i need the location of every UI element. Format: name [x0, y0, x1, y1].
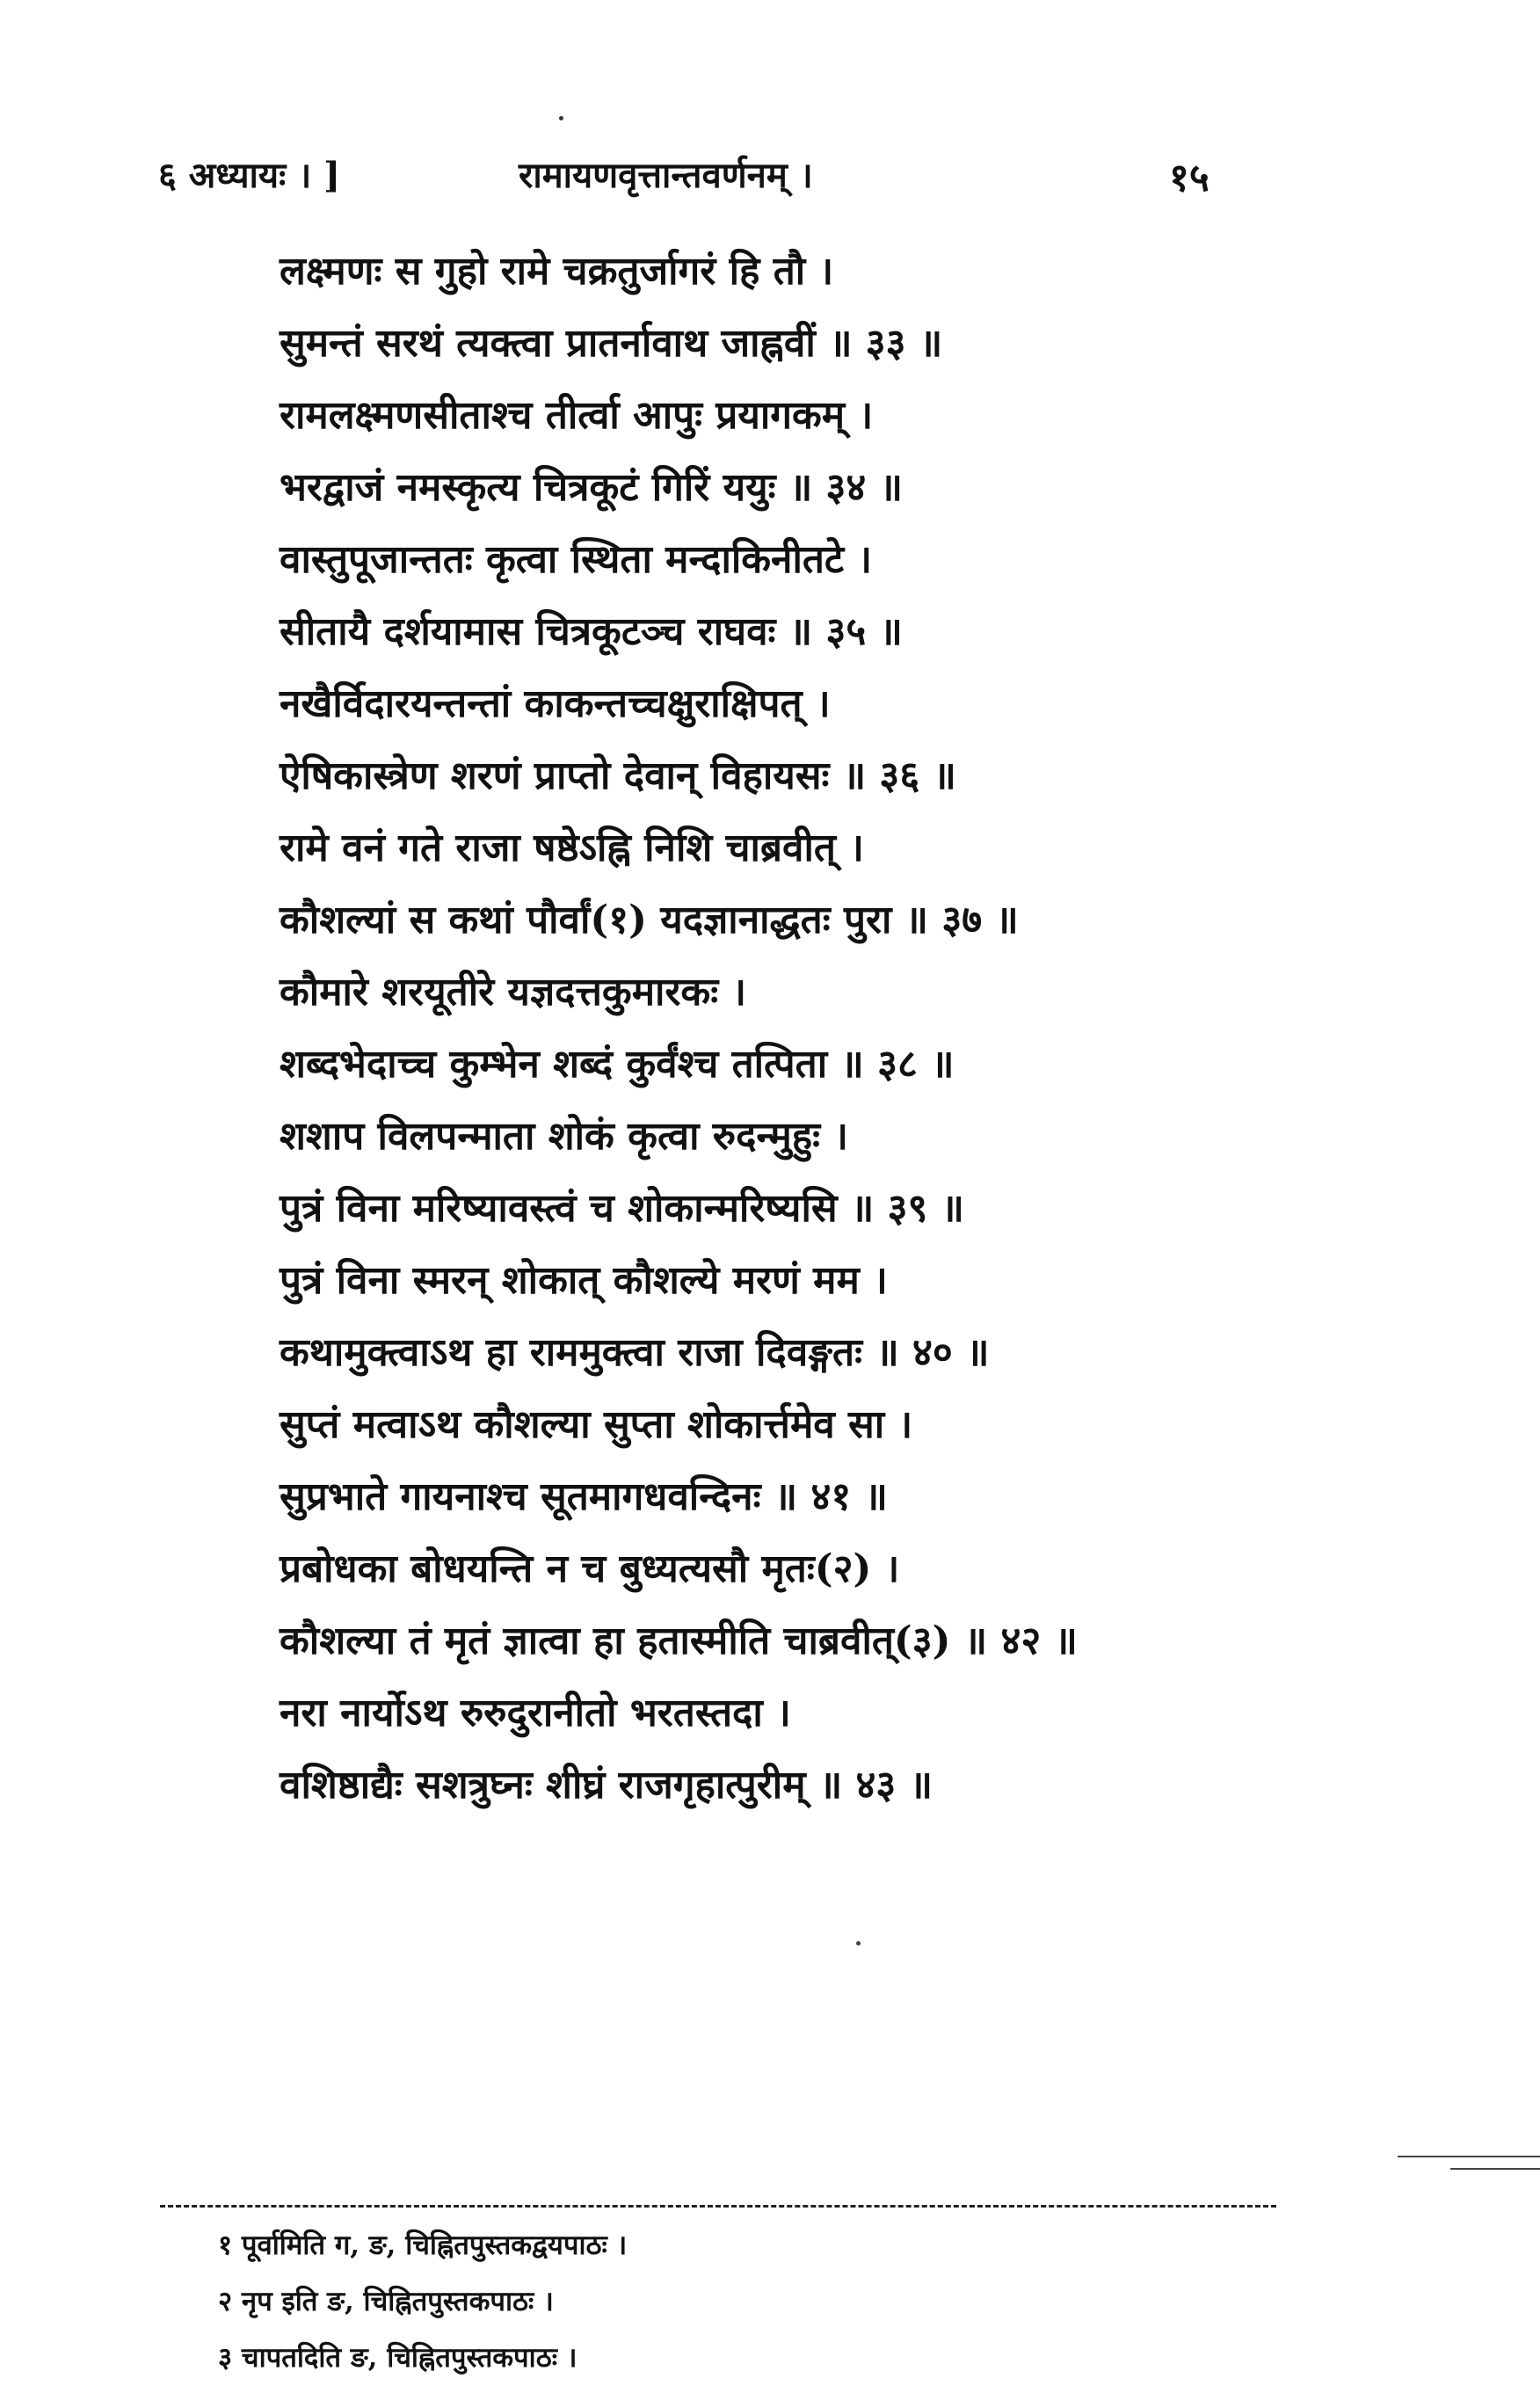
running-header — [0, 132, 1540, 202]
footnote: २ नृप इति ङ, चिह्नितपुस्तकपाठः । — [218, 2286, 554, 2317]
verse-line: कौशल्या तं मृतं ज्ञात्वा हा हतास्मीति चाब्रवीत्(३) ॥ ४२ ॥ — [280, 1619, 1078, 1663]
verse-line: कथामुक्त्वाऽथ हा राममुक्त्वा राजा दिवङ्गतः ॥ ४० ॥ — [280, 1330, 990, 1375]
verse-line: ऐषिकास्त्रेण शरणं प्राप्तो देवान् विहायसः ॥ ३६ ॥ — [280, 753, 956, 798]
verse-line: सीतायै दर्शयामास चित्रकूटञ्च राघवः ॥ ३५ ॥ — [280, 609, 903, 654]
ink-speck — [559, 116, 563, 120]
footnote: १ पूर्वामिति ग, ङ, चिह्नितपुस्तकद्वयपाठः । — [218, 2230, 628, 2261]
verse-line: रामलक्ष्मणसीताश्च तीर्त्वा आपुः प्रयागकम् । — [280, 393, 874, 438]
page-number: १५ — [1169, 156, 1209, 200]
footnotes — [218, 2217, 1185, 2386]
verse-line: सुप्रभाते गायनाश्च सूतमागधवन्दिनः ॥ ४१ ॥ — [280, 1474, 888, 1519]
verse-block — [280, 236, 1246, 1822]
verse-line: प्रबोधका बोधयन्ति न च बुध्यत्यसौ मृतः(२) । — [280, 1546, 900, 1591]
verse-line: कौमारे शरयूतीरे यज्ञदत्तकुमारकः । — [280, 970, 747, 1015]
verse-line: रामे वनं गते राजा षष्ठेऽह्नि निशि चाब्रवीत् । — [280, 826, 864, 870]
verse-line: भरद्वाजं नमस्कृत्य चित्रकूटं गिरिं ययुः ॥ ३४ ॥ — [280, 465, 903, 510]
verse-line: पुत्रं विना मरिष्यावस्त्वं च शोकान्मरिष्यसि ॥ ३९ ॥ — [280, 1186, 965, 1231]
header-title: रामायणवृत्तान्तवर्णनम् । — [519, 155, 813, 196]
verse-line: वास्तुपूजान्ततः कृत्वा स्थिता मन्दाकिनीतटे । — [280, 537, 873, 582]
verse-line: नरा नार्योऽथ रुरुदुरानीतो भरतस्तदा । — [280, 1691, 791, 1735]
verse-line: लक्ष्मणः स गुहो रामे चक्रतुर्जागरं हि तौ । — [280, 249, 834, 294]
scan-edge-line — [1398, 2156, 1540, 2157]
verse-line: सुमन्तं सरथं त्यक्त्वा प्रातर्नावाथ जाह्नवीं ॥ ३३ ॥ — [280, 321, 943, 366]
verse-line: नखैर्विदारयन्तन्तां काकन्तच्चक्षुराक्षिपत् । — [280, 681, 831, 726]
verse-line: कौशल्यां स कथां पौर्वां(१) यदज्ञानाद्धतः पुरा ॥ ३७ ॥ — [280, 898, 1019, 942]
verse-line: वशिष्ठाद्यैः सशत्रुघ्नः शीघ्रं राजगृहात्पुरीम् ॥ ४३ ॥ — [280, 1763, 933, 1808]
verse-line: पुत्रं विना स्मरन् शोकात् कौशल्ये मरणं मम । — [280, 1258, 888, 1303]
verse-line: शब्दभेदाच्च कुम्भेन शब्दं कुर्वंश्च तत्पिता ॥ ३८ ॥ — [280, 1042, 955, 1087]
footnote: ३ चापतदिति ङ, चिह्नितपुस्तकपाठः । — [218, 2342, 578, 2374]
verse-line: शशाप विलपन्माता शोकं कृत्वा रुदन्मुहुः । — [280, 1114, 849, 1159]
ink-speck — [856, 1941, 861, 1946]
scan-edge-line — [1450, 2168, 1540, 2170]
verse-line: सुप्तं मत्वाऽथ कौशल्या सुप्ता शोकार्त्तमेव सा । — [280, 1402, 913, 1447]
footnote-separator — [160, 2205, 1276, 2208]
header-chapter: ६ अध्यायः । ] — [158, 155, 341, 196]
